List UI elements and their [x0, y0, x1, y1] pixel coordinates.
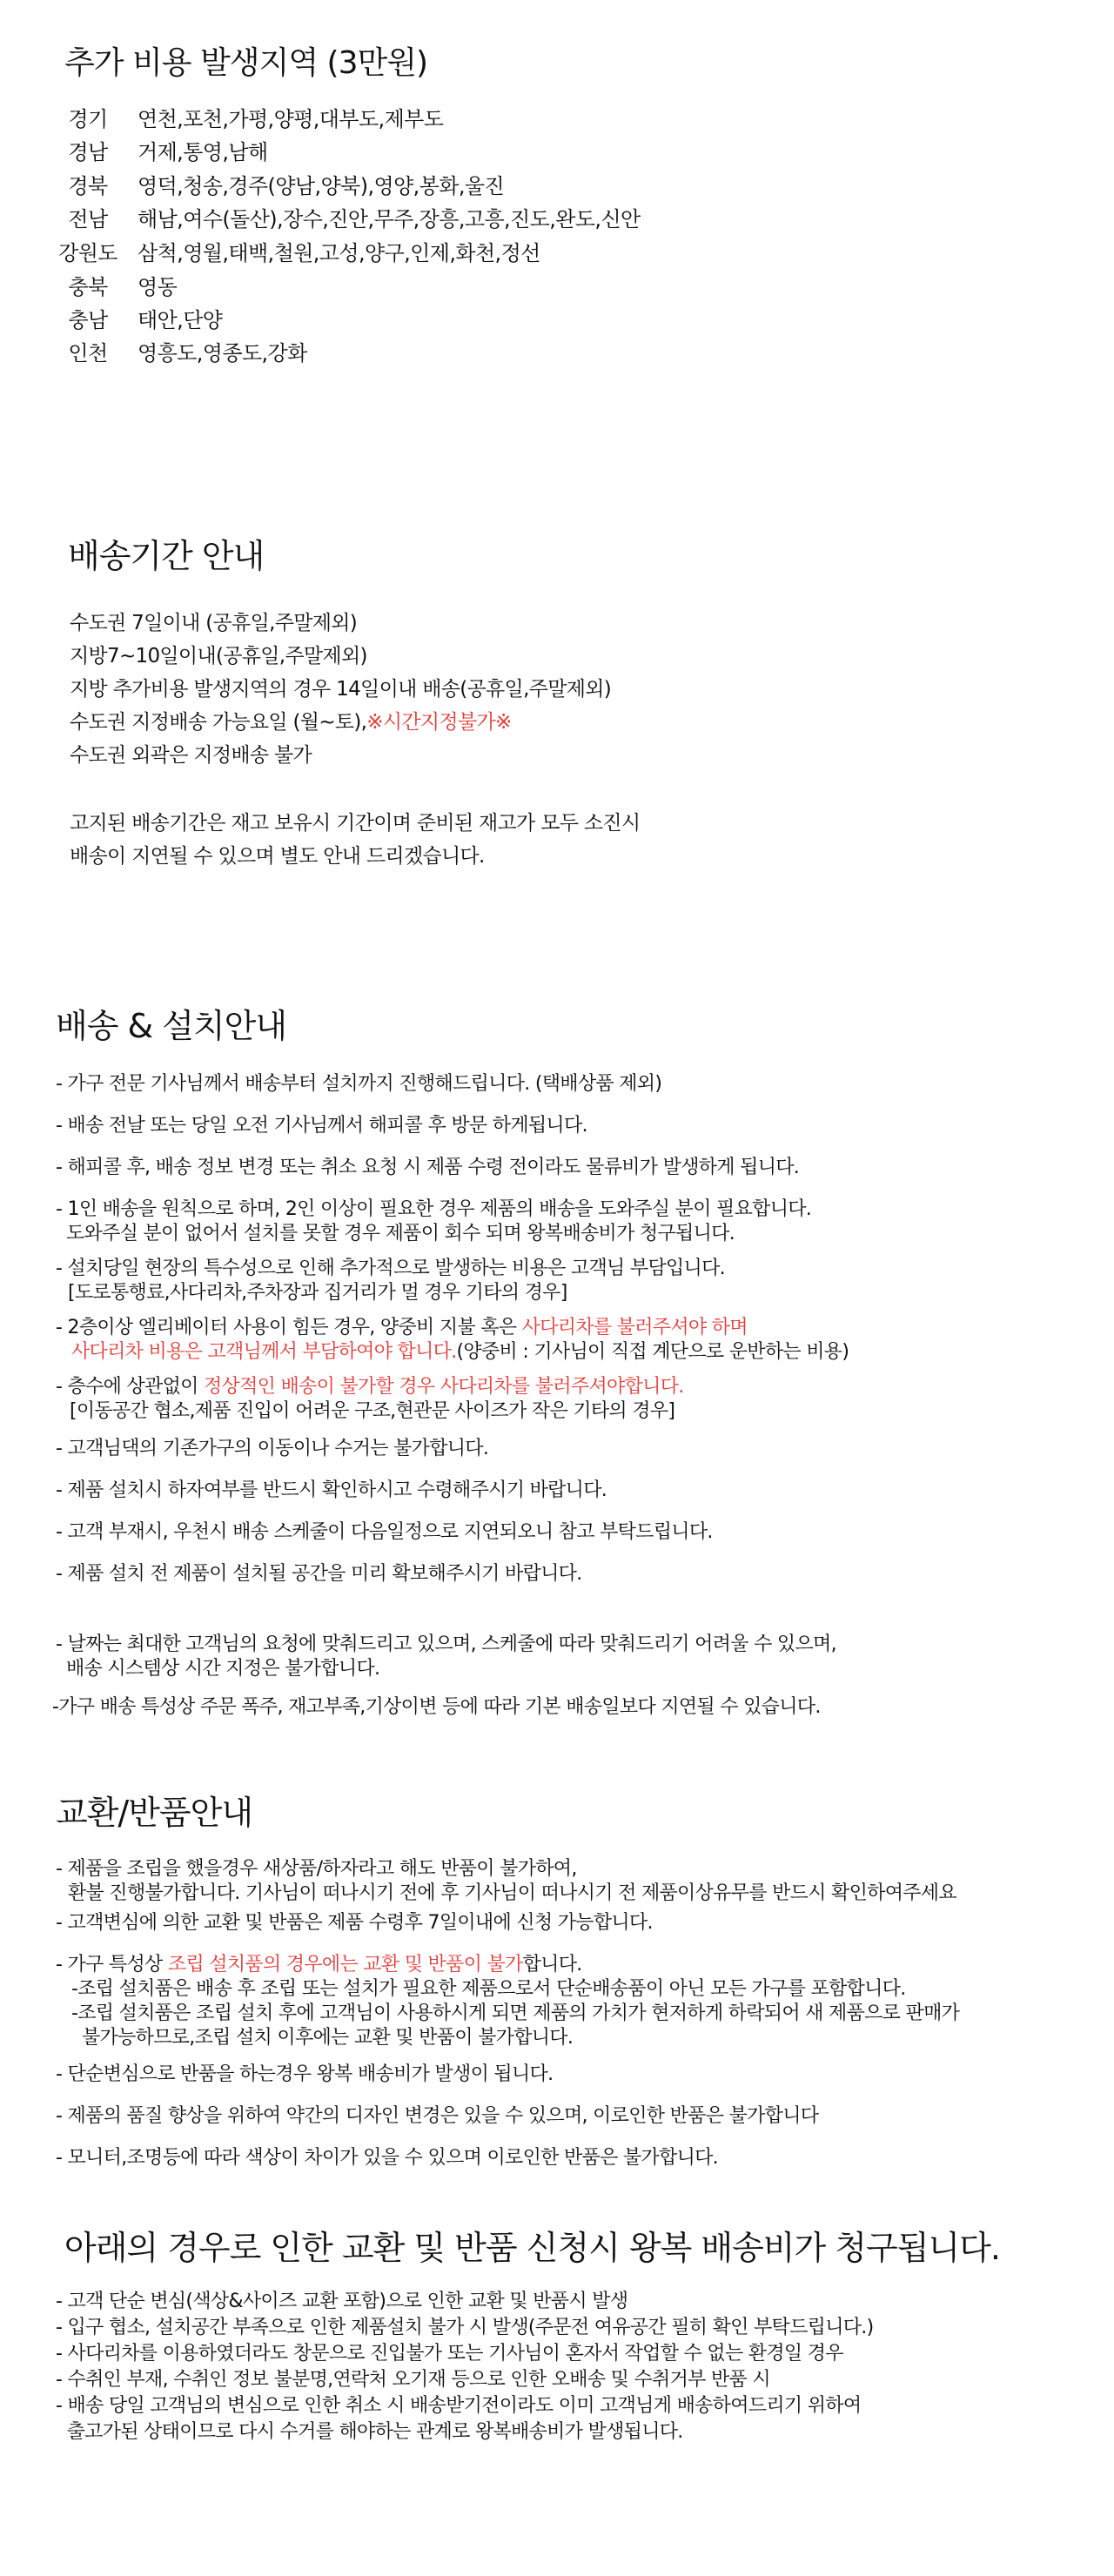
install-item-8: - 고객님댁의 기존가구의 이동이나 수거는 불가합니다. — [56, 1438, 489, 1459]
install-item-line: 배송 시스템상 시간 지정은 불가합니다. — [66, 1658, 380, 1680]
region-name: 충남 — [68, 308, 108, 332]
period-line: 수도권 외곽은 지정배송 불가 — [70, 744, 312, 767]
region-row-gyeonggi — [40, 102, 1041, 130]
region-areas: 연천,포천,가평,양평,대부도,제부도 — [138, 107, 444, 131]
exchange-item-line: -조립 설치품은 배송 후 조립 또는 설치가 필요한 제품으로서 단순배송품이 아닌 모든 가구를 포함합니다. — [71, 1978, 906, 2000]
region-name: 전남 — [68, 207, 108, 231]
region-row-gyeongbuk — [40, 169, 1041, 197]
install-item-line: - 설치당일 현장의 특수성으로 인해 추가적으로 발생하는 비용은 고객님 부담입니다. — [56, 1258, 725, 1279]
region-row-gangwon — [40, 236, 1041, 264]
schedule-text: 수도권 지정배송 가능요일 (월~토), — [70, 711, 367, 734]
roundtrip-item: 출고가된 상태이므로 다시 수거를 해야하는 관계로 왕복배송비가 발생됩니다. — [56, 2421, 683, 2443]
ladder-truck-required-notice: 정상적인 배송이 불가할 경우 사다리차를 불러주셔야합니다. — [203, 1376, 684, 1398]
roundtrip-item: - 사다리차를 이용하였더라도 창문으로 진입불가 또는 기사님이 혼자서 작업할 수 없는 환경일 경우 — [56, 2343, 843, 2365]
install-item-2: - 배송 전날 또는 당일 오전 기사님께서 해피콜 후 방문 하게됩니다. — [56, 1115, 587, 1137]
install-item-line: - 1인 배송을 원칙으로 하며, 2인 이상이 필요한 경우 제품의 배송을 도와주실 분이 필요합니다. — [56, 1198, 812, 1220]
region-row-chungnam — [40, 303, 1041, 331]
exchange-item-line: 환불 진행불가합니다. 기사님이 떠나시기 전에 후 기사님이 떠나시기 전 제품이상유무를 반드시 확인하여주세요 — [68, 1882, 956, 1904]
period-line: 수도권 7일이내 (공휴일,주말제외) — [70, 612, 358, 634]
region-areas: 해남,여수(돌산),장수,진안,무주,장흥,고흥,진도,완도,신안 — [138, 207, 641, 231]
region-areas: 태안,단양 — [138, 308, 223, 332]
install-item-12 — [56, 1633, 836, 1681]
ladder-truck-notice: 사다리차를 불러주셔야 하며 — [521, 1317, 748, 1338]
install-item-line — [56, 1316, 849, 1340]
exchange-text: - 가구 특성상 — [56, 1954, 168, 1976]
region-areas: 영동 — [138, 275, 178, 299]
exchange-item-5: - 제품의 품질 향상을 위하여 약간의 디자인 변경은 있을 수 있으며, 이로인한 반품은 불가합니다 — [56, 2105, 819, 2127]
install-text: - 층수에 상관없이 — [56, 1376, 204, 1398]
note-line: 고지된 배송기간은 재고 보유시 기간이며 준비된 재고가 모두 소진시 — [70, 812, 641, 835]
install-item-7 — [56, 1375, 684, 1424]
ladder-truck-cost-notice: 사다리차 비용은 고객님께서 부담하여야 합니다. — [71, 1341, 457, 1363]
install-item-line: [도로통행료,사다리차,주차장과 집거리가 멀 경우 기타의 경우] — [68, 1282, 567, 1304]
no-return-notice: 조립 설치품의 경우에는 교환 및 반품이 불가 — [167, 1954, 523, 1976]
surcharge-title: 추가 비용 발생지역 (3만원) — [64, 45, 428, 81]
region-areas: 영덕,청송,경주(양남,양북),영양,봉화,울진 — [138, 174, 505, 198]
roundtrip-item: - 수취인 부재, 수취인 정보 불분명,연락처 오기재 등으로 인한 오배송 및 수취거부 반품 시 — [56, 2369, 770, 2391]
exchange-item-2: - 고객변심에 의한 교환 및 반품은 제품 수령후 7일이내에 신청 가능합니다. — [56, 1912, 653, 1934]
delivery-period-title: 배송기간 안내 — [68, 537, 265, 575]
delivery-period-list — [70, 607, 611, 772]
roundtrip-list — [56, 2289, 874, 2445]
roundtrip-item: - 입구 협소, 설치공간 부족으로 인한 제품설치 불가 시 발생(주문전 여유공간 필히 확인 부탁드립니다.) — [56, 2317, 874, 2338]
install-item-4 — [56, 1197, 811, 1246]
region-areas: 영흥도,영종도,강화 — [138, 341, 307, 366]
install-text: - 2층이상 엘리베이터 사용이 힘든 경우, 양중비 지불 혹은 — [56, 1317, 522, 1338]
install-item-3: - 해피콜 후, 배송 정보 변경 또는 취소 요청 시 제품 수령 전이라도 물류비가 발생하게 됩니다. — [56, 1157, 800, 1178]
install-title: 배송 & 설치안내 — [56, 1007, 287, 1045]
exchange-item-4: - 단순변심으로 반품을 하는경우 왕복 배송비가 발생이 됩니다. — [56, 2063, 554, 2085]
exchange-title: 교환/반품안내 — [56, 1794, 253, 1832]
roundtrip-item: - 배송 당일 고객님의 변심으로 인한 취소 시 배송받기전이라도 이미 고객님게 배송하여드리기 위하여 — [56, 2395, 862, 2417]
exchange-item-1 — [56, 1857, 956, 1906]
exchange-item-line: -조립 설치품은 조립 설치 후에 고객님이 사용하시게 되면 제품의 가치가 현저하게 하락되어 새 제품으로 판매가 — [71, 2002, 960, 2024]
region-name: 인천 — [68, 341, 108, 366]
exchange-item-line: 불가능하므로,조립 설치 이후에는 교환 및 반품이 불가합니다. — [82, 2027, 574, 2049]
roundtrip-item: - 고객 단순 변심(색상&사이즈 교환 포함)으로 인한 교환 및 반품시 발생 — [56, 2291, 628, 2312]
period-line: 지방 추가비용 발생지역의 경우 14일이내 배송(공휴일,주말제외) — [70, 678, 612, 701]
install-item-9: - 제품 설치시 하자여부를 반드시 확인하시고 수령해주시기 바랍니다. — [56, 1479, 607, 1501]
region-row-incheon — [40, 336, 1041, 364]
install-item-line: 도와주실 분이 없어서 설치를 못할 경우 제품이 회수 되며 왕복배송비가 청구됩니다. — [66, 1223, 735, 1244]
delivery-period-note — [70, 807, 640, 873]
region-name: 경기 — [68, 107, 108, 131]
install-item-line — [56, 1375, 684, 1399]
install-item-11: - 제품 설치 전 제품이 설치될 공간을 미리 확보해주시기 바랍니다. — [56, 1563, 582, 1585]
region-name: 충북 — [68, 275, 108, 299]
install-item-line: [이동공간 협소,제품 진입이 어려운 구조,현관문 사이즈가 작은 기타의 경우] — [70, 1400, 675, 1422]
exchange-item-line — [56, 1953, 959, 1977]
install-item-line — [56, 1340, 849, 1365]
time-unavailable-warning: ※시간지정불가※ — [366, 711, 512, 734]
region-row-chungbuk — [40, 270, 1041, 298]
roundtrip-title: 아래의 경우로 인한 교환 및 반품 신청시 왕복 배송비가 청구됩니다. — [64, 2229, 1000, 2267]
install-item-5 — [56, 1257, 725, 1305]
install-item-line: - 날짜는 최대한 고객님의 요청에 맞춰드리고 있으며, 스케줄에 따라 맞춰드리기 어려울 수 있으며, — [56, 1633, 836, 1655]
region-name: 경남 — [68, 140, 108, 164]
install-item-13: -가구 배송 특성상 주문 폭주, 재고부족,기상이변 등에 따라 기본 배송일보다 지연될 수 있습니다. — [52, 1696, 821, 1718]
install-text: (양중비 : 기사님이 직접 계단으로 운반하는 비용) — [456, 1341, 849, 1363]
install-item-6 — [56, 1316, 849, 1365]
install-item-1: - 가구 전문 기사님께서 배송부터 설치까지 진행해드립니다. (택배상품 제외) — [56, 1073, 662, 1095]
period-line: 지방7~10일이내(공휴일,주말제외) — [70, 645, 367, 667]
region-name: 경북 — [68, 174, 108, 198]
note-line: 배송이 지연될 수 있으며 별도 안내 드리겠습니다. — [70, 845, 485, 868]
exchange-text: 합니다. — [522, 1954, 582, 1976]
region-areas: 삼척,영월,태백,철원,고성,양구,인제,화천,정선 — [138, 241, 540, 265]
region-row-gyeongnam — [40, 135, 1041, 163]
exchange-item-line: - 제품을 조립을 했을경우 새상품/하자라고 해도 반품이 불가하여, — [56, 1858, 577, 1880]
exchange-item-3 — [56, 1953, 959, 2050]
region-areas: 거제,통영,남해 — [138, 140, 268, 164]
region-name: 강원도 — [58, 241, 117, 265]
exchange-item-6: - 모니터,조명등에 따라 색상이 차이가 있을 수 있으며 이로인한 반품은 불가합니다. — [56, 2147, 718, 2169]
region-row-jeonnam — [40, 202, 1041, 230]
period-schedule-line — [70, 706, 611, 739]
install-item-10: - 고객 부재시, 우천시 배송 스케줄이 다음일정으로 지연되오니 참고 부탁드립니다. — [56, 1521, 713, 1543]
